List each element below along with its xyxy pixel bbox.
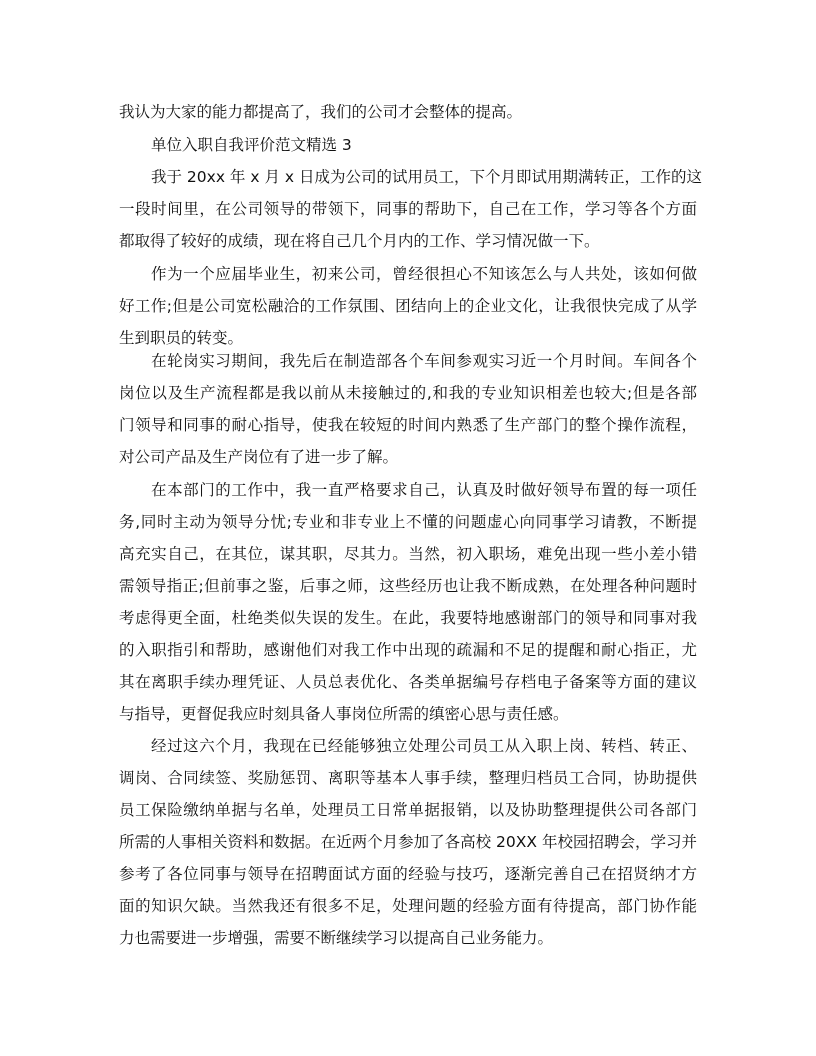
text-line: 一段时间里，在公司领导的带领下，同事的帮助下，自己在工作，学习等各个方面 xyxy=(119,200,697,218)
text-line: 考虑得更全面，杜绝类似失误的发生。在此，我要特地感谢部门的领导和同事对我 xyxy=(119,609,697,627)
section-heading: 单位入职自我评价范文精选 3 xyxy=(151,136,352,154)
text-line: 经过这六个月，我现在已经能够独立处理公司员工从入职上岗、转档、转正、 xyxy=(151,737,697,755)
text-line: 其在离职手续办理凭证、人员总表优化、各类单据编号存档电子备案等方面的建议 xyxy=(119,673,697,691)
text-line: 需领导指正;但前事之鉴，后事之师，这些经历也让我不断成熟，在处理各种问题时 xyxy=(119,577,697,595)
text-line: 所需的人事相关资料和数据。在近两个月参加了各高校 20XX 年校园招聘会，学习并 xyxy=(119,833,697,851)
text-line: 务,同时主动为领导分忧;专业和非专业上不懂的问题虚心向同事学习请教，不断提 xyxy=(119,513,697,531)
text-line: 的入职指引和帮助，感谢他们对我工作中出现的疏漏和不足的提醒和耐心指正，尤 xyxy=(119,641,697,659)
text-line: 与指导，更督促我应时刻具备人事岗位所需的缜密心思与责任感。 xyxy=(119,705,569,723)
text-line: 员工保险缴纳单据与名单，处理员工日常单据报销，以及协助整理提供公司各部门 xyxy=(119,801,697,819)
text-line: 在本部门的工作中，我一直严格要求自己，认真及时做好领导布置的每一项任 xyxy=(151,481,697,499)
text-line: 都取得了较好的成绩，现在将自己几个月内的工作、学习情况做一下。 xyxy=(119,232,600,250)
text-line: 门领导和同事的耐心指导，使我在较短的时间内熟悉了生产部门的整个操作流程， xyxy=(119,416,697,434)
text-line: 参考了各位同事与领导在招聘面试方面的经验与技巧，逐渐完善自己在招贤纳才方 xyxy=(119,865,697,883)
text-line: 好工作;但是公司宽松融洽的工作氛围、团结向上的企业文化，让我很快完成了从学 xyxy=(119,297,697,315)
text-line: 作为一个应届毕业生，初来公司，曾经很担心不知该怎么与人共处，该如何做 xyxy=(151,265,697,283)
text-line: 力也需要进一步增强，需要不断继续学习以提高自己业务能力。 xyxy=(119,929,554,947)
text-line: 对公司产品及生产岗位有了进一步了解。 xyxy=(119,448,399,466)
text-line: 岗位以及生产流程都是我以前从未接触过的,和我的专业知识相差也较大;但是各部 xyxy=(119,384,697,402)
text-line: 我认为大家的能力都提高了，我们的公司才会整体的提高。 xyxy=(119,103,523,121)
text-line: 生到职员的转变。 xyxy=(119,329,244,347)
text-line: 在轮岗实习期间，我先后在制造部各个车间参观实习近一个月时间。车间各个 xyxy=(151,352,697,370)
text-line: 高充实自己，在其位，谋其职，尽其力。当然，初入职场，难免出现一些小差小错 xyxy=(119,545,697,563)
text-line: 面的知识欠缺。当然我还有很多不足，处理问题的经验方面有待提高，部门协作能 xyxy=(119,897,697,915)
text-line: 调岗、合同续签、奖励惩罚、离职等基本人事手续，整理归档员工合同，协助提供 xyxy=(119,769,697,787)
text-line: 我于 20xx 年 x 月 x 日成为公司的试用员工，下个月即试用期满转正，工作的这 xyxy=(151,168,702,186)
